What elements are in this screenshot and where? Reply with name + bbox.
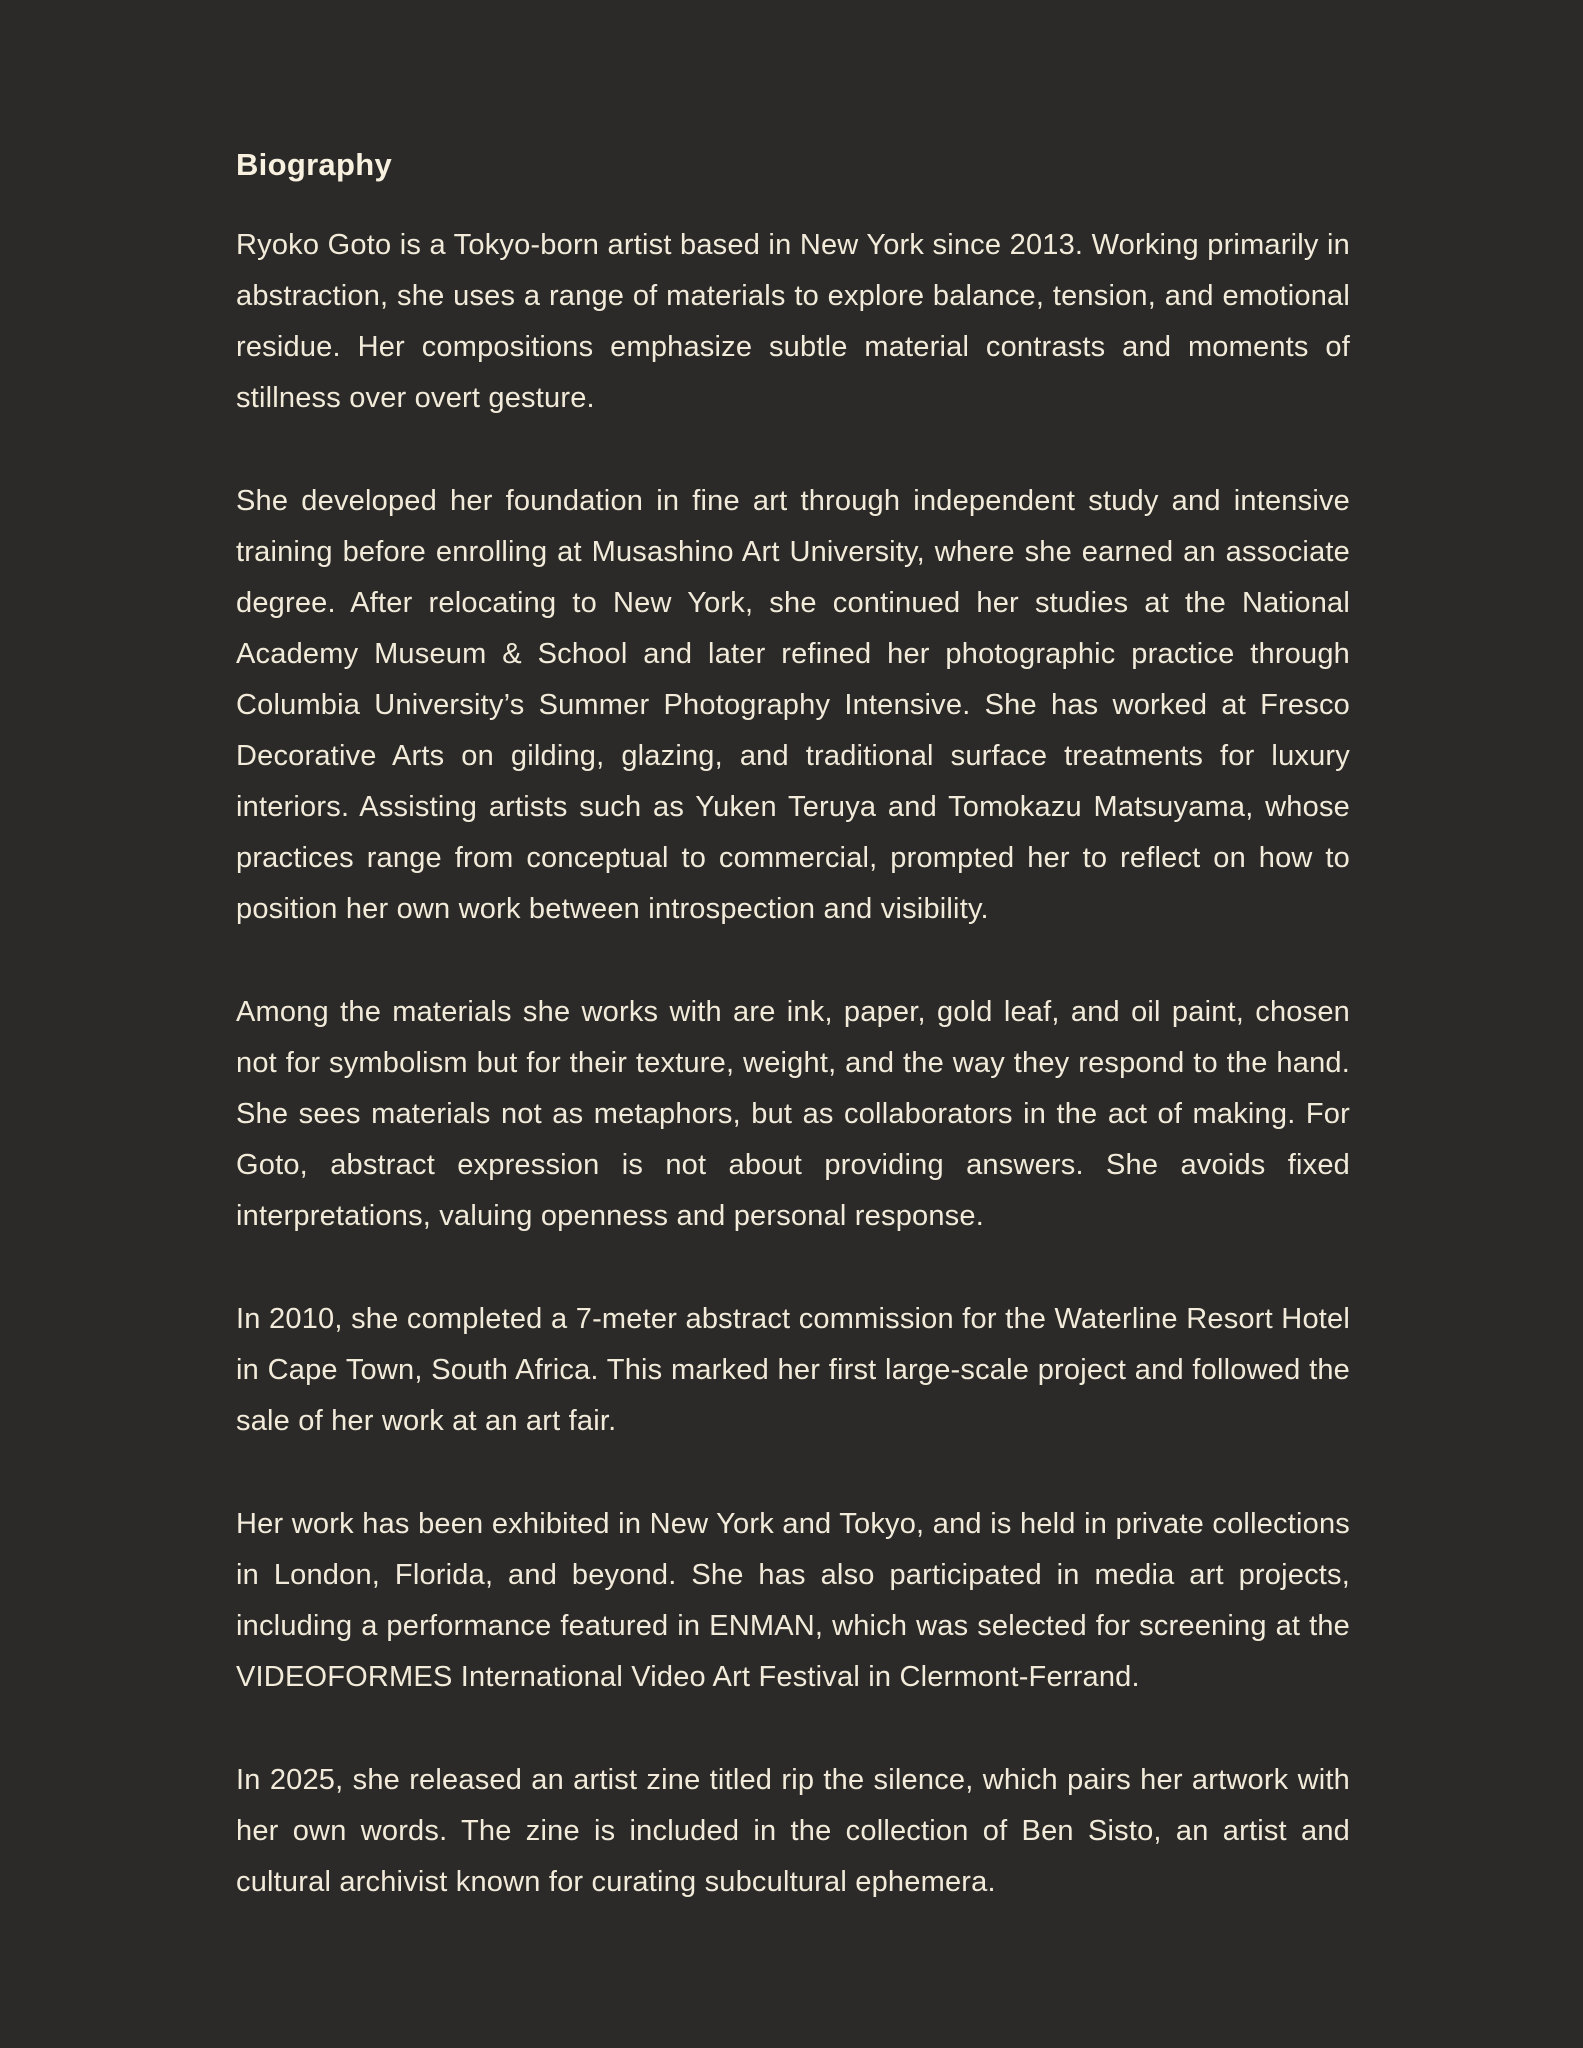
paragraph: Her work has been exhibited in New York and Tokyo, and is held in private collections in London, Florida, and beyond. She has also participated in media art projects, including a performance featured in ENMAN, which was selected for screening at the VIDEOFORMES International Video Art Festival in Clermont-Ferrand. bbox=[236, 1508, 1350, 1693]
page-title: Biography bbox=[236, 147, 392, 182]
paragraph: In 2025, she released an artist zine titled rip the silence, which pairs her artwork with her own words. The zine is included in the collection of Ben Sisto, an artist and cultural archivist known for curating subcultural ephemera. bbox=[236, 1764, 1350, 1898]
biography-paragraphs bbox=[236, 220, 1350, 1908]
biography-article bbox=[236, 146, 1350, 1908]
paragraph: Ryoko Goto is a Tokyo-born artist based in New York since 2013. Working primarily in abstraction, she uses a range of materials to explore balance, tension, and emotional residue. Her compositions emphasize subtle material contrasts and moments of stillness over overt gesture. bbox=[236, 229, 1350, 414]
paragraph: In 2010, she completed a 7-meter abstract commission for the Waterline Resort Hotel in Cape Town, South Africa. This marked her first large-scale project and followed the sale of her work at an art fair. bbox=[236, 1303, 1350, 1437]
paragraph: Among the materials she works with are ink, paper, gold leaf, and oil paint, chosen not for symbolism but for their texture, weight, and the way they respond to the hand. She sees materials not as metaphors, but as collaborators in the act of making. For Goto, abstract expression is not about providing answers. She avoids fixed interpretations, valuing openness and personal response. bbox=[236, 996, 1350, 1232]
paragraph: She developed her foundation in fine art through independent study and intensive training before enrolling at Musashino Art University, where she earned an associate degree. After relocating to New York, she continued her studies at the National Academy Museum & School and later refined her photographic practice through Columbia University’s Summer Photography Intensive. She has worked at Fresco Decorative Arts on gilding, glazing, and traditional surface treatments for luxury interiors. Assisting artists such as Yuken Teruya and Tomokazu Matsuyama, whose practices range from conceptual to commercial, prompted her to reflect on how to position her own work between introspection and visibility. bbox=[236, 485, 1350, 925]
